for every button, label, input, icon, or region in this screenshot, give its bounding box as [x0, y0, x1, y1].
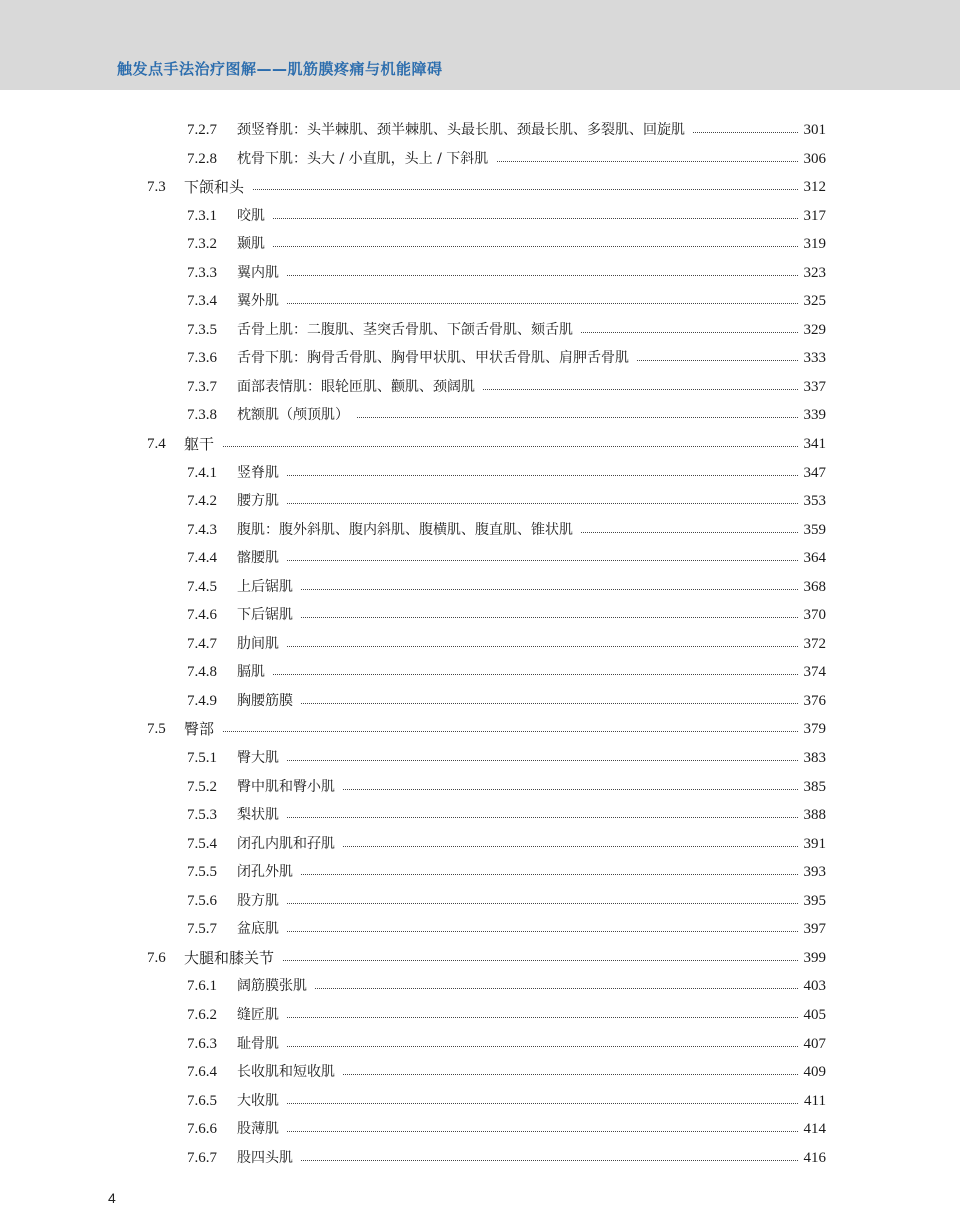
toc-entry-page: 317	[803, 207, 826, 224]
toc-section-row[interactable]	[0, 944, 960, 973]
toc-entry-title: 臀中肌和臀小肌	[237, 773, 343, 802]
toc-entry-row[interactable]	[0, 1001, 960, 1030]
toc-entry-page: 379	[803, 721, 826, 738]
toc-entry-title: 耻骨肌	[237, 1030, 287, 1059]
toc-entry-page: 376	[803, 692, 826, 709]
toc-entry-number: 7.6.7	[187, 1149, 217, 1166]
toc-entry-page: 370	[803, 607, 826, 624]
toc-entry-row[interactable]	[0, 887, 960, 916]
dot-leader	[237, 744, 798, 761]
toc-entry-number: 7.5.1	[187, 750, 217, 767]
toc-entry-title: 大腿和膝关节	[184, 944, 282, 973]
toc-entry-row[interactable]	[0, 773, 960, 802]
toc-entry-number: 7.2.8	[187, 150, 217, 167]
dot-leader	[237, 1144, 798, 1161]
dot-leader	[184, 430, 798, 447]
dot-leader	[237, 630, 798, 647]
toc-entry-title: 颞肌	[237, 230, 273, 259]
toc-entry-title: 上后锯肌	[237, 573, 301, 602]
toc-entry-number: 7.4.5	[187, 578, 217, 595]
toc-entry-page: 306	[803, 150, 826, 167]
toc-entry-page: 319	[803, 236, 826, 253]
toc-entry-title: 股方肌	[237, 887, 287, 916]
toc-entry-page: 333	[803, 350, 826, 367]
toc-entry-number: 7.4	[147, 436, 166, 453]
toc-entry-number: 7.6.5	[187, 1092, 217, 1109]
toc-entry-title: 臀部	[184, 715, 222, 744]
toc-entry-page: 416	[803, 1149, 826, 1166]
toc-entry-number: 7.3.8	[187, 407, 217, 424]
toc-entry-page: 374	[803, 664, 826, 681]
toc-entry-row[interactable]	[0, 316, 960, 345]
toc-entry-number: 7.4.6	[187, 607, 217, 624]
toc-entry-number: 7.3.7	[187, 378, 217, 395]
toc-entry-row[interactable]	[0, 972, 960, 1001]
toc-entry-page: 405	[803, 1006, 826, 1023]
dot-leader	[237, 230, 798, 247]
dot-leader	[237, 1030, 798, 1047]
toc-entry-page: 393	[803, 864, 826, 881]
toc-entry-page: 385	[803, 778, 826, 795]
toc-section-row[interactable]	[0, 430, 960, 459]
toc-entry-number: 7.3.1	[187, 207, 217, 224]
toc-entry-row[interactable]	[0, 658, 960, 687]
toc-entry-row[interactable]	[0, 259, 960, 288]
toc-entry-title: 翼内肌	[237, 259, 287, 288]
toc-entry-page: 359	[803, 521, 826, 538]
dot-leader	[237, 573, 798, 590]
toc-entry-row[interactable]	[0, 230, 960, 259]
toc-entry-row[interactable]	[0, 544, 960, 573]
dot-leader	[237, 544, 798, 561]
toc-entry-title: 大收肌	[237, 1087, 287, 1116]
toc-entry-page: 364	[803, 550, 826, 567]
toc-entry-number: 7.6.6	[187, 1121, 217, 1138]
dot-leader	[237, 801, 798, 818]
toc-entry-row[interactable]	[0, 630, 960, 659]
toc-entry-number: 7.5	[147, 721, 166, 738]
toc-entry-title: 枕骨下肌：头大 / 小直肌，头上 / 下斜肌	[237, 145, 496, 174]
toc-entry-row[interactable]	[0, 687, 960, 716]
toc-entry-title: 盆底肌	[237, 915, 287, 944]
toc-entry-page: 323	[803, 264, 826, 281]
dot-leader	[237, 1115, 798, 1132]
toc-entry-page: 395	[803, 892, 826, 909]
toc-entry-row[interactable]	[0, 1087, 960, 1116]
toc-entry-number: 7.5.4	[187, 835, 217, 852]
toc-entry-page: 403	[803, 978, 826, 995]
toc-entry-page: 347	[803, 464, 826, 481]
toc-entry-row[interactable]	[0, 145, 960, 174]
dot-leader	[237, 487, 798, 504]
toc-entry-page: 368	[803, 578, 826, 595]
toc-entry-title: 下后锯肌	[237, 601, 301, 630]
toc-entry-number: 7.4.2	[187, 493, 217, 510]
toc-entry-number: 7.4.7	[187, 635, 217, 652]
toc-entry-row[interactable]	[0, 516, 960, 545]
toc-entry-title: 阔筋膜张肌	[237, 972, 315, 1001]
dot-leader	[237, 459, 798, 476]
dot-leader	[237, 601, 798, 618]
toc-entry-number: 7.3.2	[187, 236, 217, 253]
dot-leader	[237, 259, 798, 276]
toc-entry-page: 407	[803, 1035, 826, 1052]
toc-entry-row[interactable]	[0, 573, 960, 602]
toc-entry-title: 髂腰肌	[237, 544, 287, 573]
toc-entry-title: 闭孔外肌	[237, 858, 301, 887]
toc-entry-row[interactable]	[0, 202, 960, 231]
toc-entry-page: 372	[803, 635, 826, 652]
toc-entry-title: 躯干	[184, 430, 222, 459]
toc-entry-number: 7.5.5	[187, 864, 217, 881]
toc-entry-page: 399	[803, 949, 826, 966]
toc-entry-page: 301	[803, 122, 826, 138]
toc-entry-page: 325	[803, 293, 826, 310]
toc-entry-page: 388	[803, 807, 826, 824]
toc-entry-page: 411	[804, 1092, 826, 1109]
toc-entry-row[interactable]	[0, 459, 960, 488]
toc-entry-row[interactable]	[0, 915, 960, 944]
toc-entry-row[interactable]	[0, 401, 960, 430]
toc-entry-row[interactable]	[0, 830, 960, 859]
toc-entry-number: 7.3.3	[187, 264, 217, 281]
toc-entry-number: 7.3.4	[187, 293, 217, 310]
dot-leader	[237, 915, 798, 932]
toc-entry-title: 膈肌	[237, 658, 273, 687]
toc-entry-page: 414	[803, 1121, 826, 1138]
toc-entry-page: 312	[803, 179, 826, 196]
dot-leader	[237, 658, 798, 675]
toc-entry-page: 341	[803, 436, 826, 453]
dot-leader	[237, 202, 798, 219]
toc-entry-number: 7.6.1	[187, 978, 217, 995]
toc-entry-number: 7.5.3	[187, 807, 217, 824]
toc-entry-page: 397	[803, 921, 826, 938]
toc-entry-row[interactable]	[0, 373, 960, 402]
toc-entry-row[interactable]	[0, 487, 960, 516]
page-header	[0, 0, 960, 90]
dot-leader	[237, 1001, 798, 1018]
toc-entry-row[interactable]	[0, 287, 960, 316]
toc-entry-title: 臀大肌	[237, 744, 287, 773]
toc-entry-title: 舌骨下肌：胸骨舌骨肌、胸骨甲状肌、甲状舌骨肌、肩胛舌骨肌	[237, 344, 637, 373]
dot-leader	[237, 858, 798, 875]
toc-entry-title: 闭孔内肌和孖肌	[237, 830, 343, 859]
toc-entry-row[interactable]	[0, 1144, 960, 1173]
toc-entry-number: 7.4.3	[187, 521, 217, 538]
toc-entry-number: 7.4.1	[187, 464, 217, 481]
toc-entry-title: 肋间肌	[237, 630, 287, 659]
toc-entry-title: 竖脊肌	[237, 459, 287, 488]
toc-entry-row[interactable]	[0, 116, 960, 145]
toc-entry-row[interactable]	[0, 1058, 960, 1087]
dot-leader	[184, 715, 798, 732]
dot-leader	[237, 287, 798, 304]
toc-entry-title: 舌骨上肌：二腹肌、茎突舌骨肌、下颌舌骨肌、颏舌肌	[237, 316, 581, 345]
toc-entry-number: 7.4.8	[187, 664, 217, 681]
toc-entry-row[interactable]	[0, 1115, 960, 1144]
toc-entry-number: 7.4.4	[187, 550, 217, 567]
toc-entry-row[interactable]	[0, 601, 960, 630]
toc-entry-title: 股薄肌	[237, 1115, 287, 1144]
toc-entry-row[interactable]	[0, 344, 960, 373]
toc-entry-title: 翼外肌	[237, 287, 287, 316]
toc-entry-title: 下颌和头	[184, 173, 252, 202]
toc-entry-row[interactable]	[0, 801, 960, 830]
toc-entry-title: 颈竖脊肌：头半棘肌、颈半棘肌、头最长肌、颈最长肌、多裂肌、回旋肌	[237, 116, 693, 145]
toc-entry-number: 7.3	[147, 179, 166, 196]
toc-entry-number: 7.5.2	[187, 778, 217, 795]
dot-leader	[184, 173, 798, 190]
toc-entry-page: 337	[803, 378, 826, 395]
toc-entry-title: 枕额肌（颅顶肌）	[237, 401, 357, 430]
toc-entry-page: 339	[803, 407, 826, 424]
toc-entry-title: 咬肌	[237, 202, 273, 231]
toc-entry-number: 7.6.3	[187, 1035, 217, 1052]
toc-entry-number: 7.3.6	[187, 350, 217, 367]
toc-entry-number: 7.5.6	[187, 892, 217, 909]
toc-entry-row[interactable]	[0, 1030, 960, 1059]
toc-entry-number: 7.5.7	[187, 921, 217, 938]
toc-entry-title: 缝匠肌	[237, 1001, 287, 1030]
toc-entry-title: 股四头肌	[237, 1144, 301, 1173]
toc-entry-page: 409	[803, 1064, 826, 1081]
toc-entry-page: 383	[803, 750, 826, 767]
toc-entry-number: 7.3.5	[187, 321, 217, 338]
toc-entry-number: 7.6	[147, 949, 166, 966]
dot-leader	[237, 1087, 798, 1104]
toc-entry-page: 353	[803, 493, 826, 510]
table-of-contents	[0, 116, 960, 1172]
toc-entry-title: 胸腰筋膜	[237, 687, 301, 716]
toc-entry-number: 7.2.7	[187, 122, 217, 138]
toc-entry-page: 391	[803, 835, 826, 852]
toc-entry-title: 腹肌：腹外斜肌、腹内斜肌、腹横肌、腹直肌、锥状肌	[237, 516, 581, 545]
toc-entry-page: 329	[803, 321, 826, 338]
dot-leader	[237, 972, 798, 989]
toc-entry-title: 面部表情肌：眼轮匝肌、颧肌、颈阔肌	[237, 373, 483, 402]
toc-entry-number: 7.6.2	[187, 1006, 217, 1023]
toc-entry-row[interactable]	[0, 744, 960, 773]
toc-entry-title: 梨状肌	[237, 801, 287, 830]
toc-section-row[interactable]	[0, 715, 960, 744]
book-title: 触发点手法治疗图解——肌筋膜疼痛与机能障碍	[117, 60, 443, 78]
toc-entry-title: 长收肌和短收肌	[237, 1058, 343, 1087]
toc-entry-number: 7.4.9	[187, 692, 217, 709]
dot-leader	[237, 887, 798, 904]
page-number: 4	[108, 1190, 116, 1206]
toc-entry-row[interactable]	[0, 858, 960, 887]
dot-leader	[237, 687, 798, 704]
toc-section-row[interactable]	[0, 173, 960, 202]
toc-entry-title: 腰方肌	[237, 487, 287, 516]
toc-entry-number: 7.6.4	[187, 1064, 217, 1081]
